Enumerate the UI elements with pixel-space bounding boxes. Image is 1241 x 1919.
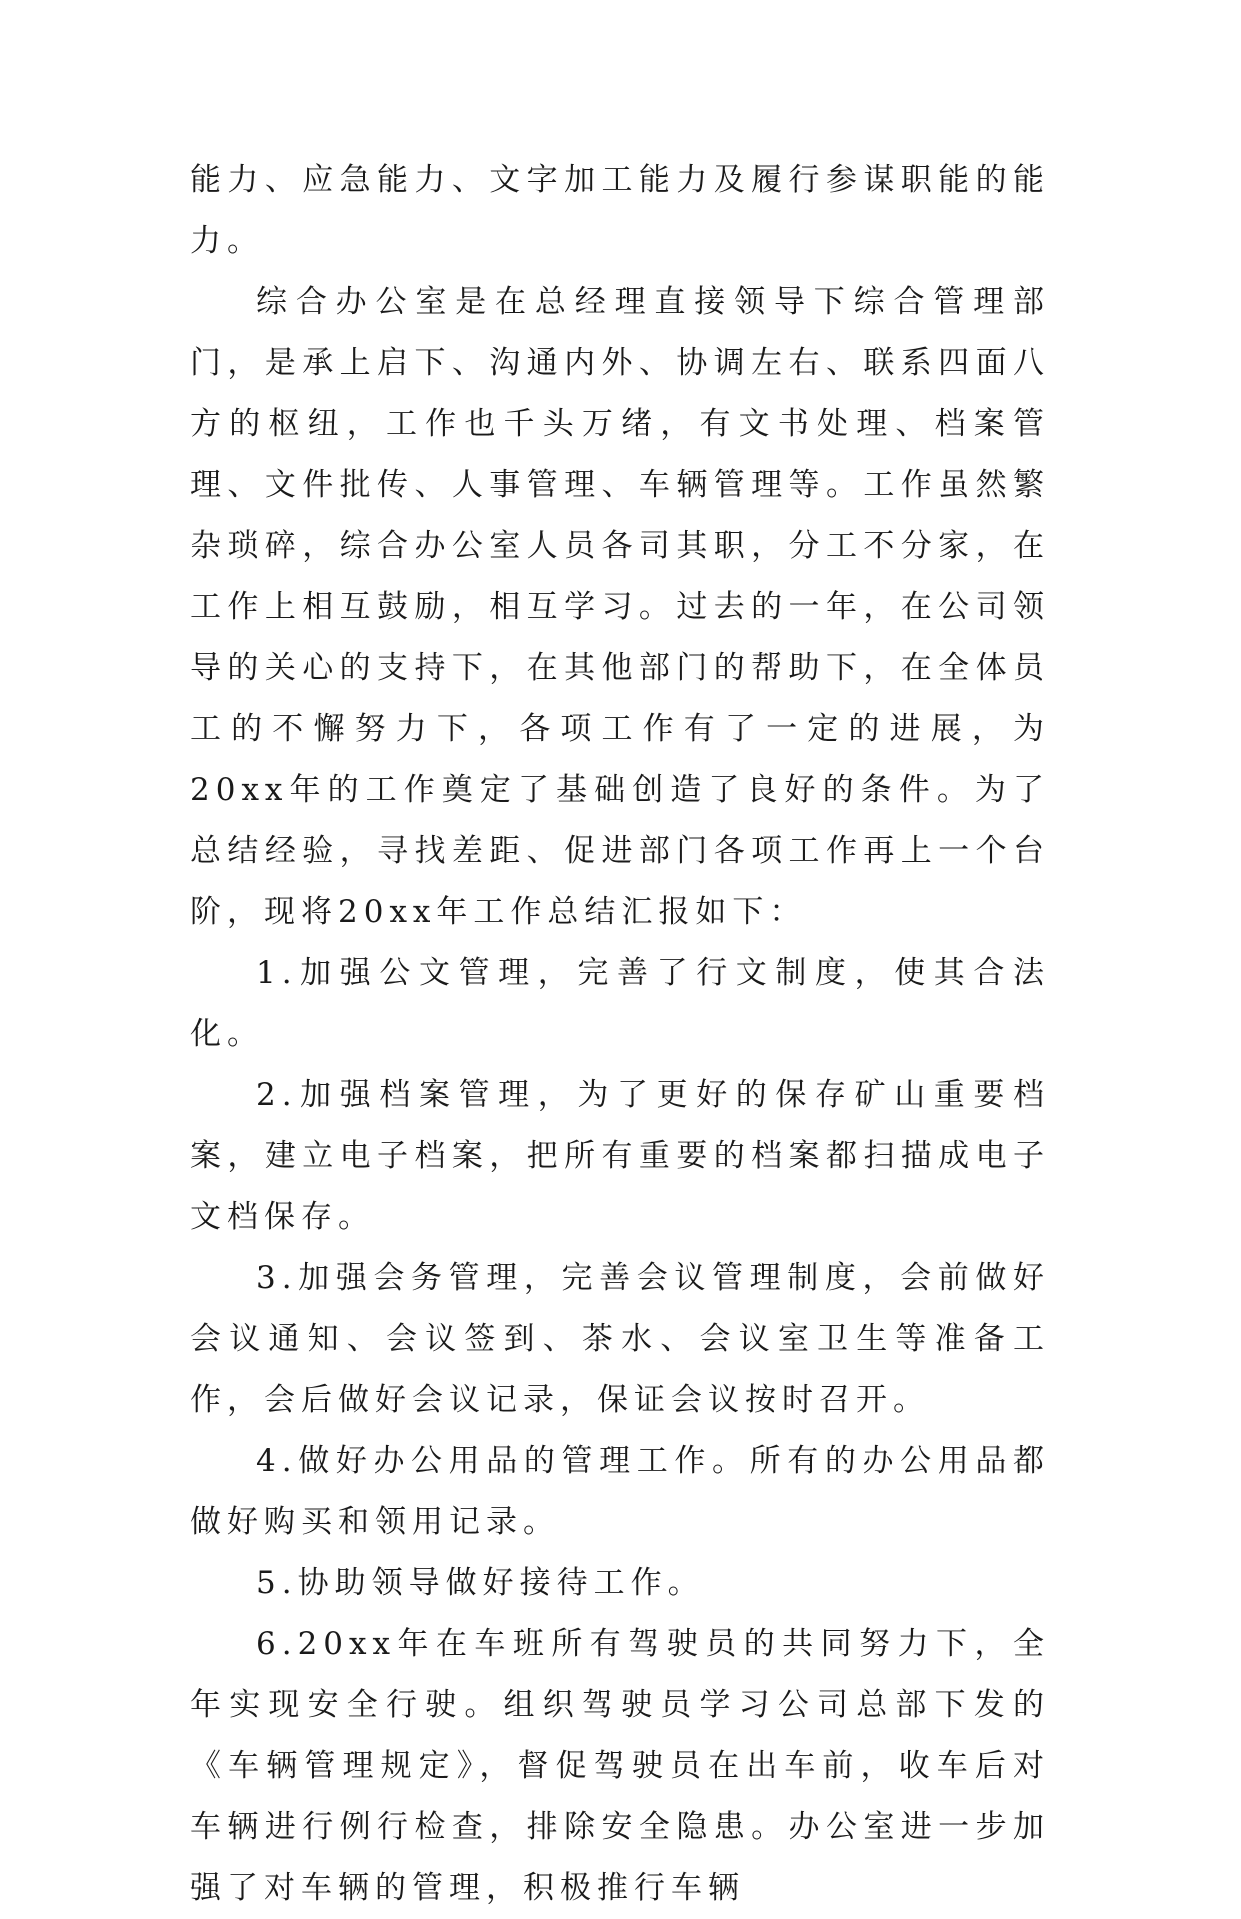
document-body bbox=[190, 150, 1050, 1919]
paragraph-item-4: 4.做好办公用品的管理工作。所有的办公用品都做好购买和领用记录。 bbox=[190, 1443, 1050, 1540]
paragraph-item-5: 5.协助领导做好接待工作。 bbox=[256, 1565, 705, 1601]
paragraph-item-1: 1.加强公文管理，完善了行文制度，使其合法化。 bbox=[190, 955, 1050, 1052]
paragraph-continuation: 能力、应急能力、文字加工能力及履行参谋职能的能力。 bbox=[190, 162, 1050, 259]
paragraph-item-6: 6.20xx年在车班所有驾驶员的共同努力下，全年实现安全行驶。组织驾驶员学习公司总部下发的《车辆管理规定》，督促驾驶员在出车前，收车后对车辆进行例行检查，排除安全隐患。办公室进一步加强了对车辆的管理，积极推行车辆 bbox=[190, 1626, 1050, 1906]
paragraph-office-overview: 综合办公室是在总经理直接领导下综合管理部门，是承上启下、沟通内外、协调左右、联系四面八方的枢纽，工作也千头万绪，有文书处理、档案管理、文件批传、人事管理、车辆管理等。工作虽然繁杂琐碎，综合办公室人员各司其职，分工不分家，在工作上相互鼓励，相互学习。过去的一年，在公司领导的关心的支持下，在其他部门的帮助下，在全体员工的不懈努力下，各项工作有了一定的进展，为20xx年的工作奠定了基础创造了良好的条件。为了总结经验，寻找差距、促进部门各项工作再上一个台阶，现将20xx年工作总结汇报如下： bbox=[190, 284, 1050, 930]
paragraph-item-3: 3.加强会务管理，完善会议管理制度，会前做好会议通知、会议签到、茶水、会议室卫生等准备工作，会后做好会议记录，保证会议按时召开。 bbox=[190, 1260, 1050, 1418]
paragraph-item-2: 2.加强档案管理，为了更好的保存矿山重要档案，建立电子档案，把所有重要的档案都扫描成电子文档保存。 bbox=[190, 1077, 1050, 1235]
